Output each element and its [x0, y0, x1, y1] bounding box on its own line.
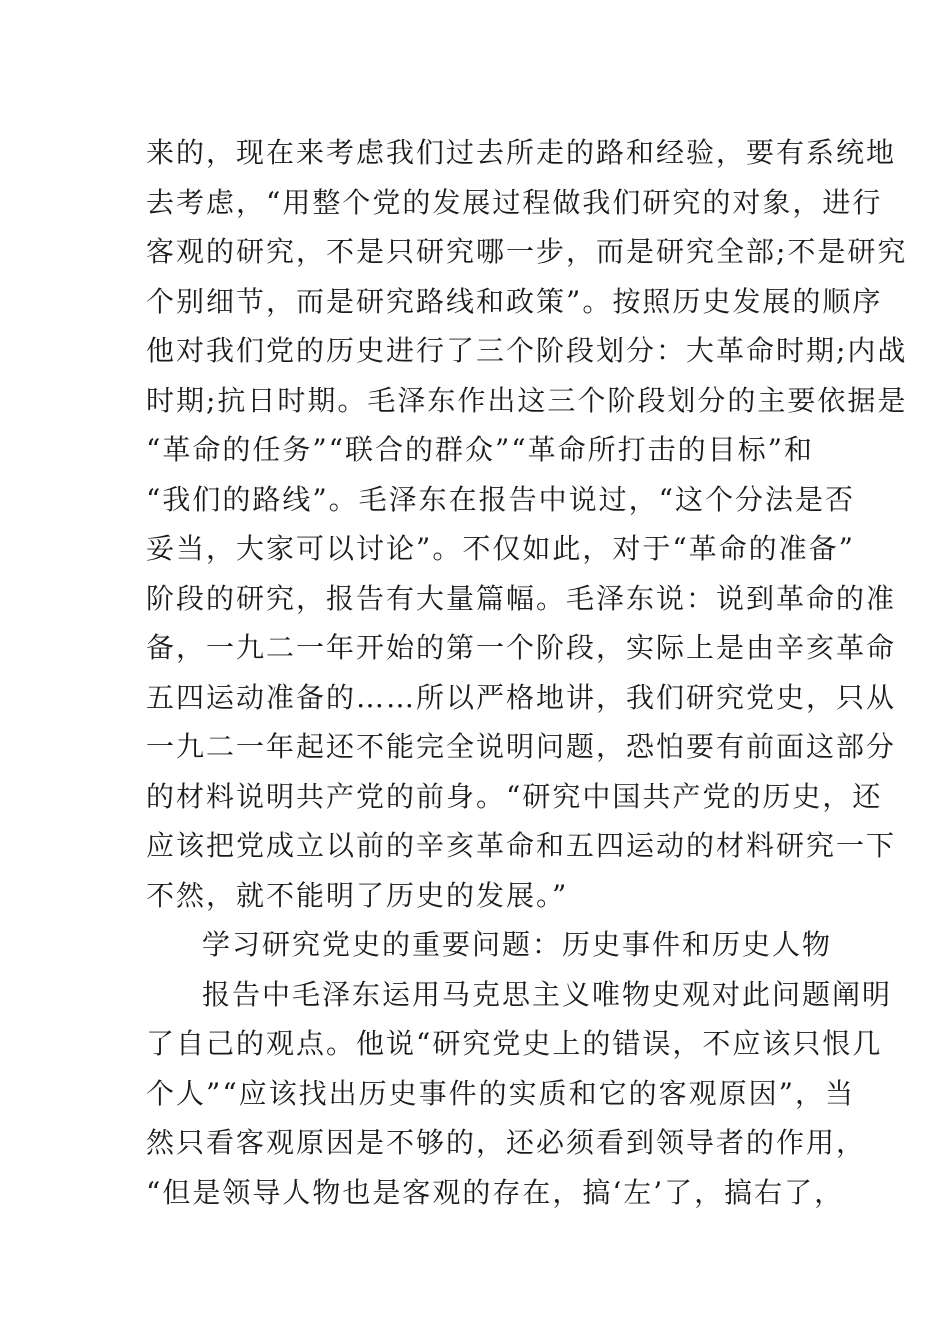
text-line: 然只看客观原因是不够的，还必须看到领导者的作用， — [146, 1126, 867, 1159]
text-line: 去考虑，“用整个党的发展过程做我们研究的对象，进行 — [146, 185, 883, 219]
text-line: “革命的任务”“联合的群众”“革命所打击的目标”和 — [146, 433, 814, 466]
text-line: 个人”“应该找出历史事件的实质和它的客观原因”，当 — [146, 1076, 855, 1110]
text-line: 个别细节，而是研究路线和政策”。按照历史发展的顺序 — [146, 284, 883, 318]
text-line: 的材料说明共产党的前身。“研究中国共产党的历史，还 — [146, 779, 883, 813]
text-line: 不然，就不能明了历史的发展。” — [146, 878, 569, 912]
text-line: 一九二一年起还不能完全说明问题，恐怕要有前面这部分 — [146, 730, 897, 763]
text-line: 了自己的观点。他说“研究党史上的错误，不应该只恨几 — [146, 1027, 883, 1060]
text-line: 阶段的研究，报告有大量篇幅。毛泽东说：说到革命的准 — [146, 581, 897, 615]
text-line: “但是领导人物也是客观的存在，搞‘左’了，搞右了， — [146, 1175, 845, 1209]
text-line: “我们的路线”。毛泽东在报告中说过，“这个分法是否 — [146, 482, 855, 516]
text-line: 他对我们党的历史进行了三个阶段划分：大革命时期;内战 — [146, 334, 908, 367]
text-line: 客观的研究，不是只研究哪一步，而是研究全部;不是研究 — [146, 235, 908, 268]
text-line: 应该把党成立以前的辛亥革命和五四运动的材料研究一下 — [146, 829, 897, 862]
text-line: 妥当，大家可以讨论”。不仅如此，对于“革命的准备” — [146, 532, 855, 565]
text-line: 时期;抗日时期。毛泽东作出这三个阶段划分的主要依据是 — [146, 383, 908, 417]
text-line: 来的，现在来考虑我们过去所走的路和经验，要有系统地 — [146, 136, 897, 169]
text-line: 五四运动准备的……所以严格地讲，我们研究党史，只从 — [146, 680, 897, 714]
text-line: 备，一九二一年开始的第一个阶段，实际上是由辛亥革命 — [146, 631, 897, 664]
body-text — [146, 128, 908, 1217]
text-line: 报告中毛泽东运用马克思主义唯物史观对此问题阐明 — [202, 977, 893, 1011]
section-heading: 学习研究党史的重要问题：历史事件和历史人物 — [202, 928, 833, 961]
